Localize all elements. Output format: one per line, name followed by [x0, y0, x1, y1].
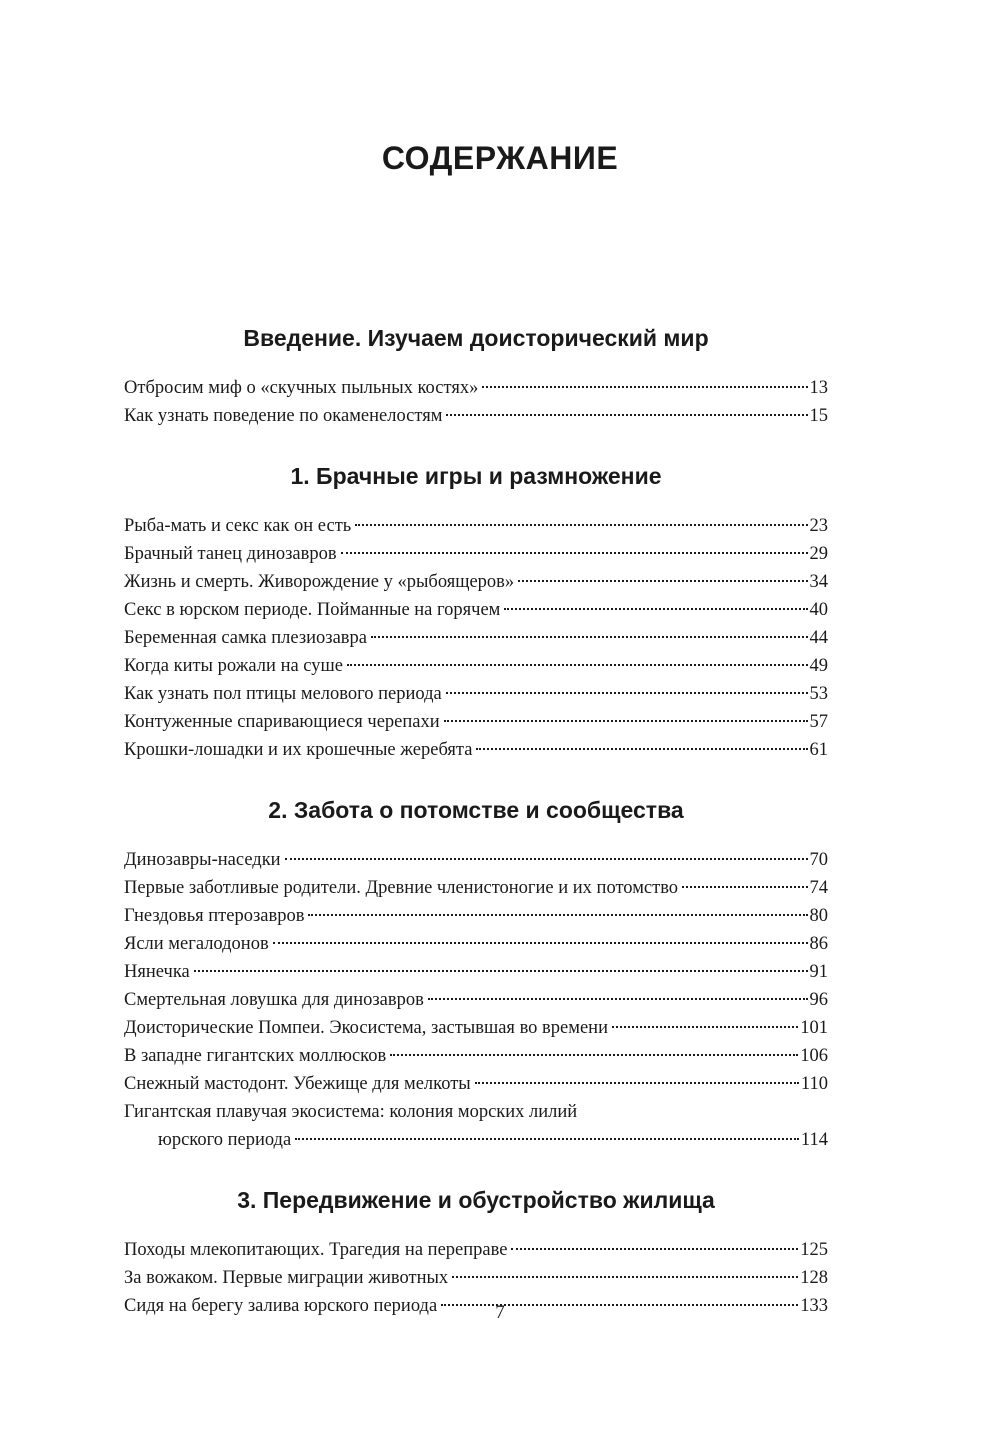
entry-page-number: 13: [809, 378, 828, 398]
toc-entry: [124, 402, 828, 430]
entry-title: Когда киты рожали на суше: [124, 656, 343, 676]
entry-page-number: 125: [800, 1240, 828, 1260]
entry-title: Доисторические Помпеи. Экосистема, застывшая во времени: [124, 1018, 608, 1038]
dot-leader: [355, 524, 807, 526]
entry-page-number: 114: [800, 1130, 828, 1150]
toc-entry: [124, 680, 828, 708]
entry-title: Как узнать поведение по окаменелостям: [124, 406, 443, 426]
entry-list: [124, 374, 828, 430]
entry-page-number: 34: [809, 572, 828, 592]
entry-title: Крошки-лошадки и их крошечные жеребята: [124, 740, 473, 760]
section-title: 3. Передвижение и обустройство жилища: [237, 1187, 715, 1213]
toc-entry-line1: Гигантская плавучая экосистема: колония морских лилий: [124, 1102, 578, 1122]
entry-page-number: 23: [809, 516, 828, 536]
toc-entry: [124, 374, 828, 402]
toc-entry: [124, 902, 828, 930]
entry-title: Как узнать пол птицы мелового периода: [124, 684, 442, 704]
toc-entry: [124, 568, 828, 596]
entry-page-number: 57: [809, 712, 828, 732]
page-number: 7: [495, 1302, 505, 1323]
dot-leader: [504, 608, 807, 610]
toc-entry: [124, 736, 828, 764]
dot-leader: [518, 580, 807, 582]
toc-entry: [124, 1070, 828, 1098]
dot-leader: [194, 970, 808, 972]
entry-page-number: 44: [809, 628, 828, 648]
dot-leader: [444, 720, 808, 722]
toc-entry: [124, 708, 828, 736]
entry-page-number: 91: [809, 962, 828, 982]
dot-leader: [347, 664, 808, 666]
entry-title: Брачный танец динозавров: [124, 544, 337, 564]
toc-entry: [124, 540, 828, 568]
entry-page-number: 49: [809, 656, 828, 676]
entry-page-number: 61: [809, 740, 828, 760]
entry-title: Сидя на берегу залива юрского периода: [124, 1296, 438, 1316]
dot-leader: [341, 552, 808, 554]
entry-title: Динозавры-наседки: [124, 850, 281, 870]
toc-section: [124, 1180, 828, 1320]
entry-page-number: 70: [809, 850, 828, 870]
toc-entry-line2: [124, 1126, 828, 1154]
toc-entry: [124, 512, 828, 540]
toc-entry: [124, 624, 828, 652]
entry-list: [124, 512, 828, 764]
toc-entry: [124, 1014, 828, 1042]
dot-leader: [452, 1276, 798, 1278]
entry-page-number: 96: [809, 990, 828, 1010]
entry-title: Беременная самка плезиозавра: [124, 628, 368, 648]
entry-title: В западне гигантских моллюсков: [124, 1046, 387, 1066]
entry-page-number: 110: [800, 1074, 828, 1094]
dot-leader: [308, 914, 807, 916]
section-title: Введение. Изучаем доисторический мир: [243, 325, 709, 351]
entry-page-number: 106: [800, 1046, 828, 1066]
entry-title: Отбросим миф о «скучных пыльных костях»: [124, 378, 479, 398]
dot-leader: [476, 748, 807, 750]
toc-section: [124, 318, 828, 430]
entry-title: Жизнь и смерть. Живорождение у «рыбоящеров»: [124, 572, 515, 592]
entry-title: Смертельная ловушка для динозавров: [124, 990, 424, 1010]
dot-leader: [446, 692, 808, 694]
entry-page-number: 128: [800, 1268, 828, 1288]
entry-title: Нянечка: [124, 962, 190, 982]
toc-section: [124, 456, 828, 764]
toc-entry: [124, 958, 828, 986]
entry-title: Первые заботливые родители. Древние членистоногие и их потомство: [124, 878, 679, 898]
dot-leader: [682, 886, 807, 888]
entry-title: Ясли мегалодонов: [124, 934, 269, 954]
toc-entry: [124, 1042, 828, 1070]
entry-title: Походы млекопитающих. Трагедия на переправе: [124, 1240, 508, 1260]
dot-leader: [390, 1054, 798, 1056]
dot-leader: [273, 942, 808, 944]
toc-entry: [124, 1236, 828, 1264]
toc-entry: [124, 846, 828, 874]
entry-page-number: 74: [809, 878, 828, 898]
toc-entry: [124, 986, 828, 1014]
entry-title: Снежный мастодонт. Убежище для мелкоты: [124, 1074, 471, 1094]
table-of-contents: [124, 318, 828, 1346]
entry-title: Рыба-мать и секс как он есть: [124, 516, 352, 536]
toc-entry: [124, 596, 828, 624]
entry-list: [124, 846, 828, 1154]
dot-leader: [428, 998, 808, 1000]
dot-leader: [371, 636, 807, 638]
entry-title-continued: юрского периода: [158, 1130, 292, 1150]
toc-entry: [124, 930, 828, 958]
page-title: СОДЕРЖАНИЕ: [381, 140, 619, 176]
entry-title: Гнездовья птерозавров: [124, 906, 305, 926]
entry-title: Контуженные спаривающиеся черепахи: [124, 712, 440, 732]
entry-page-number: 15: [809, 406, 828, 426]
toc-entry: [124, 1264, 828, 1292]
toc-entry: [124, 652, 828, 680]
dot-leader: [511, 1248, 798, 1250]
dot-leader: [482, 386, 807, 388]
dot-leader: [446, 414, 807, 416]
dot-leader: [475, 1082, 799, 1084]
dot-leader: [285, 858, 808, 860]
dot-leader: [612, 1026, 798, 1028]
dot-leader: [295, 1138, 799, 1140]
entry-title: Секс в юрском периоде. Пойманные на горячем: [124, 600, 501, 620]
section-title: 1. Брачные игры и размножение: [290, 463, 662, 489]
entry-page-number: 80: [809, 906, 828, 926]
toc-section: [124, 790, 828, 1154]
entry-page-number: 86: [809, 934, 828, 954]
entry-page-number: 29: [809, 544, 828, 564]
section-title: 2. Забота о потомстве и сообщества: [268, 797, 684, 823]
entry-page-number: 53: [809, 684, 828, 704]
entry-title: За вожаком. Первые миграции животных: [124, 1268, 449, 1288]
entry-page-number: 101: [800, 1018, 828, 1038]
entry-page-number: 133: [800, 1296, 828, 1316]
entry-page-number: 40: [809, 600, 828, 620]
toc-entry: [124, 874, 828, 902]
